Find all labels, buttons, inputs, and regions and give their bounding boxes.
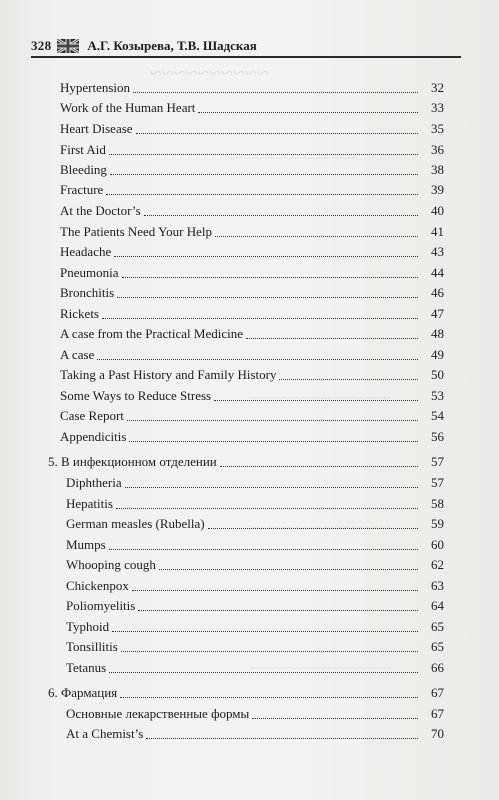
toc-leader	[109, 154, 418, 155]
toc-page: 43	[431, 244, 444, 259]
toc-title: Bleeding	[60, 162, 107, 177]
toc-entry	[60, 79, 444, 96]
toc-entry	[66, 725, 444, 742]
toc-entry	[66, 515, 444, 532]
toc-page: 70	[431, 726, 444, 741]
toc-entry	[60, 243, 444, 260]
toc-title: Fracture	[60, 182, 104, 197]
toc-entry	[60, 99, 444, 116]
toc-title: Case Report	[60, 408, 124, 423]
toc-title: Work of the Human Heart	[60, 100, 196, 115]
toc-title: Diphtheria	[66, 475, 122, 490]
toc-page: 62	[431, 557, 444, 572]
toc-leader	[214, 400, 418, 401]
toc-title: Hypertension	[60, 80, 131, 95]
page-number: 328	[31, 38, 52, 53]
toc-section-heading	[48, 684, 444, 701]
toc-leader	[220, 466, 418, 467]
authors: А.Г. Козырева, Т.В. Шадская	[87, 38, 257, 53]
toc-leader	[252, 718, 418, 719]
toc-title: Poliomyelitis	[66, 598, 136, 613]
toc-entry	[60, 223, 444, 240]
toc-title: Hepatitis	[66, 496, 113, 511]
toc-title: 5. В инфекционном отделении	[48, 454, 217, 469]
toc-entry	[60, 305, 444, 322]
toc-entry	[60, 120, 444, 137]
toc-entry	[66, 597, 444, 614]
toc-title: Typhoid	[66, 619, 110, 634]
toc-title: Основные лекарственные формы	[66, 706, 250, 721]
toc-leader	[279, 379, 418, 380]
toc-title: Pneumonia	[60, 265, 119, 280]
toc-page: 67	[431, 685, 444, 700]
toc-entry	[66, 495, 444, 512]
toc-leader	[120, 697, 418, 698]
toc-entry	[60, 161, 444, 178]
toc-leader	[121, 651, 418, 652]
toc-leader	[110, 174, 418, 175]
toc-page: 46	[431, 285, 444, 300]
toc-leader	[112, 631, 418, 632]
toc-entry	[60, 428, 444, 445]
toc-page: 38	[431, 162, 444, 177]
toc-leader	[109, 549, 418, 550]
toc-entry	[60, 181, 444, 198]
toc-leader	[97, 359, 418, 360]
toc-page: 48	[431, 326, 444, 341]
toc-page: 39	[431, 182, 444, 197]
toc-entry	[66, 556, 444, 573]
toc-page: 64	[431, 598, 444, 613]
toc-leader	[132, 590, 418, 591]
toc-entry	[60, 284, 444, 301]
toc-entry	[60, 407, 444, 424]
toc-title: 6. Фармация	[48, 685, 118, 700]
toc-leader	[215, 236, 418, 237]
toc-entry	[60, 346, 444, 363]
toc-entry	[66, 474, 444, 491]
toc-page: 60	[431, 537, 444, 552]
toc-title: Headache	[60, 244, 112, 259]
toc-entry	[60, 325, 444, 342]
toc-entry	[66, 577, 444, 594]
toc-page: 54	[431, 408, 444, 423]
toc-title: A case from the Practical Medicine	[60, 326, 244, 341]
toc-entry	[60, 387, 444, 404]
toc-page: 67	[431, 706, 444, 721]
toc-section-heading	[48, 453, 444, 470]
toc-page: 35	[431, 121, 444, 136]
toc-entry	[60, 366, 444, 383]
toc-page: 36	[431, 142, 444, 157]
toc-entry	[66, 638, 444, 655]
toc-page: 65	[431, 619, 444, 634]
toc-page: 63	[431, 578, 444, 593]
toc-leader	[122, 277, 419, 278]
toc-entry	[60, 202, 444, 219]
toc-page: 50	[431, 367, 444, 382]
toc-page: 66	[431, 660, 444, 675]
toc-title: Tonsillitis	[66, 639, 118, 654]
toc-leader	[246, 338, 418, 339]
toc-leader	[106, 194, 418, 195]
book-page: ~~~~~~~~~~ ~~~~~~~~~~~~~~~~~~ ~~~~~~~~~~~~~~~~~~~~ ~~~~~~~~~~~~~~~~~~~~ ~~~~~~~~~~~~~~~~~~~~ ~~~~~~~~~~~~~~~~~~~~ 328 А.Г. Козырева, Т.В. Шадская Hypertension 32 Work of the Human Heart 33 Heart Disease 35 First Aid 36 Bleeding 38 Fracture 39 At the Doctor’s 40 The Patients Need Your Help 41 Headache 43 Pneumonia 44 Bronchitis 46 Rickets 47 A case from the Practical Medicine 48 A case 49 Taking a Past History and Family History 50 Some Ways to Reduce Stress 53 Case Report 54 Appendicitis 56 5. В инфекционном отделении 57 Diphtheria 57 Hepatitis 58 German measles (Rubella) 59 Mumps 60 Whooping cough 62 Chickenpox 63 Poliomyelitis 64 Typhoid 65 Tonsillitis 65 Tetanus 66 6. Фармация 67 Основные лекарственные формы 67 At a Chemist’s 70	[0, 0, 499, 800]
toc-page: 57	[431, 454, 444, 469]
toc-page: 59	[431, 516, 444, 531]
toc-page: 53	[431, 388, 444, 403]
toc-page: 32	[431, 80, 444, 95]
toc-title: Heart Disease	[60, 121, 133, 136]
toc-leader	[116, 508, 418, 509]
toc-leader	[102, 318, 418, 319]
toc-leader	[114, 256, 418, 257]
toc-page: 58	[431, 496, 444, 511]
toc-entry	[66, 705, 444, 722]
toc-leader	[144, 215, 418, 216]
toc-page: 49	[431, 347, 444, 362]
toc-leader	[208, 528, 418, 529]
toc-entry	[60, 264, 444, 281]
toc-page: 57	[431, 475, 444, 490]
toc-leader	[117, 297, 418, 298]
toc-leader	[159, 569, 418, 570]
toc-page: 40	[431, 203, 444, 218]
toc-leader	[109, 672, 418, 673]
toc-entry	[66, 618, 444, 635]
toc-title: Appendicitis	[60, 429, 127, 444]
toc-title: First Aid	[60, 142, 106, 157]
toc-title: German measles (Rubella)	[66, 516, 205, 531]
toc-page: 33	[431, 100, 444, 115]
toc-entry	[66, 659, 444, 676]
toc-title: Mumps	[66, 537, 106, 552]
toc-leader	[125, 487, 418, 488]
toc-leader	[146, 738, 418, 739]
toc-leader	[129, 441, 418, 442]
toc-title: The Patients Need Your Help	[60, 224, 213, 239]
toc-title: Some Ways to Reduce Stress	[60, 388, 212, 403]
toc-entry	[60, 141, 444, 158]
toc-title: Rickets	[60, 306, 99, 321]
toc-entry	[66, 536, 444, 553]
toc-title: Tetanus	[66, 660, 107, 675]
toc-page: 56	[431, 429, 444, 444]
toc-page: 41	[431, 224, 444, 239]
toc-title: Bronchitis	[60, 285, 115, 300]
toc-title: Whooping cough	[66, 557, 156, 572]
toc-leader	[133, 92, 418, 93]
toc-leader	[136, 133, 418, 134]
toc-title: Taking a Past History and Family History	[60, 367, 277, 382]
toc-leader	[127, 420, 418, 421]
toc-title: At the Doctor’s	[60, 203, 141, 218]
toc-title: At a Chemist’s	[66, 726, 144, 741]
toc-title: A case	[60, 347, 95, 362]
toc-title: Chickenpox	[66, 578, 129, 593]
toc-page: 47	[431, 306, 444, 321]
toc-leader	[198, 112, 418, 113]
toc-leader	[138, 610, 418, 611]
toc-page: 65	[431, 639, 444, 654]
toc-page: 44	[431, 265, 444, 280]
